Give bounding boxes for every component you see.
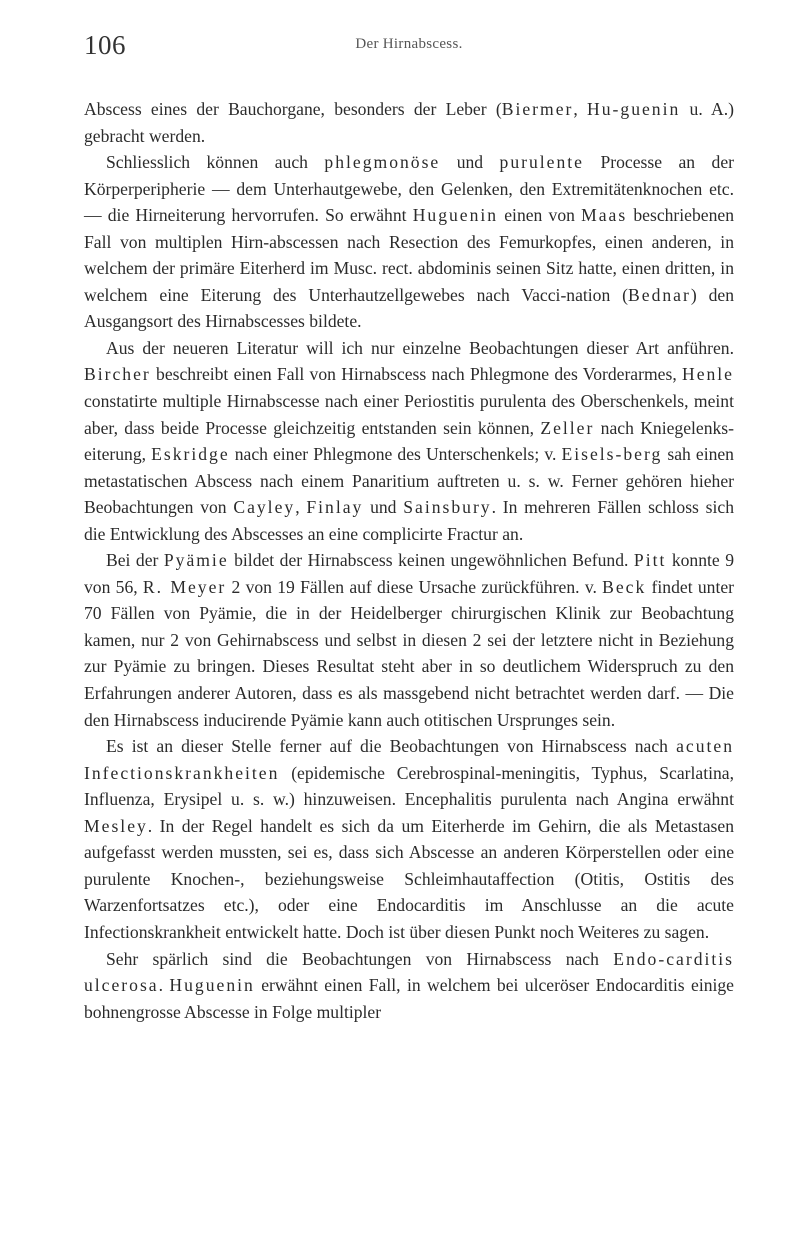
text-run: konnte 9 von 56, [84,550,734,597]
text-run: (epidemische Cerebrospinal-meningitis, Typhus, Scarlatina, Influenza, Erysipel u. s. w.) hinzuweisen. Encephalitis purulenta nach Angina erwähnt [84,762,734,810]
paragraph [84,96,734,149]
running-title: Der Hirnabscess. [355,36,463,52]
spaced-name: Bednar [628,284,691,305]
spaced-name: Henle [681,364,734,385]
spaced-name: Maas [581,205,628,226]
text-run: . In mehreren Fällen schloss sich die Entwicklung des Abscesses an eine complicirte Fractur an. [84,497,735,544]
spaced-name: phlegmonöse [324,152,441,173]
paragraph [84,149,734,335]
text-run: und [440,152,500,173]
spaced-name: Beck [602,576,647,597]
paragraph [84,946,734,1026]
text-run: findet unter 70 Fällen von Pyämie, die in der Heidelberger chirurgischen Klinik zur Beobachtung kamen, nur 2 von Gehirnabscess und selbst in diesen 2 sei der letztere nicht in Beziehung zur Pyämie zu bringen. Dieses Resultat steht aber in so deutlichem Widerspruch zu den Erfahrungen anderer Autoren, dass es als massgebend nicht betrachtet werden darf. — Die den Hirnabscess inducirende Pyämie kann auch otitischen Ursprunges sein. [84,576,735,730]
running-head [84,30,734,70]
spaced-name: Huguenin [412,205,499,226]
spaced-name: Cayley [233,497,296,518]
spaced-name: Eskridge [151,444,230,465]
spaced-name: Bircher [84,364,151,385]
text-run: nach einer Phlegmone des Unterschenkels; v. [229,444,562,465]
text-run: ) den Ausgangsort des Hirnabscesses bildete. [84,284,734,332]
text-run: Sehr spärlich sind die Beobachtungen von Hirnabscess nach [106,948,614,969]
spaced-name: R. Meyer [142,576,227,597]
text-run: , [573,99,588,119]
spaced-name: Hu-guenin [587,99,681,119]
text-run: Aus der neueren Literatur will ich nur einzelne Beobachtungen dieser Art anführen. [106,337,734,358]
spaced-name: Biermer [501,99,574,119]
text-run: beschriebenen Fall von multiplen Hirn-abscessen nach Resection des Femurkopfes, einen anderen, in welchem der primäre Eiterherd im Musc. rect. abdominis seinen Sitz hatte, einen dritten, in welchem eine Eiterung des Unterhautzellgewebes nach Vacci-nation ( [84,205,734,305]
text-run: sah einen metastatischen Abscess nach einem Panaritium auftreten u. s. w. Ferner gehören hieher Beobachtungen von [84,444,734,518]
spaced-name: Endo-carditis ulcerosa [84,948,734,996]
text-run: erwähnt einen Fall, in welchem bei ulceröser Endocarditis einige bohnengrosse Abscesse in Folge multipler [84,975,734,1022]
paragraph [84,547,734,733]
paragraph [84,733,734,945]
text-run: u. A.) gebracht werden. [84,99,735,146]
text-run: Es ist an dieser Stelle ferner auf die Beobachtungen von Hirnabscess nach [106,736,677,757]
text-run: constatirte multiple Hirnabscesse nach einer Periostitis purulenta des Oberschenkels, meint aber, dass beide Processe gleichzeitig entstanden sein können, [84,391,734,438]
text-run: . [158,975,170,996]
text-run: 2 von 19 Fällen auf diese Ursache zurückführen. v. [226,576,603,597]
text-run: Bei der [106,550,164,571]
text-run: Abscess eines der Bauchorgane, besonders der Leber ( [84,99,502,119]
spaced-name: Mesley [84,815,148,836]
text-run: beschreibt einen Fall von Hirnabscess nach Phlegmone des Vorderarmes, [150,364,682,385]
spaced-name: Finlay [306,497,364,518]
spaced-name: acuten Infectionskrankheiten [84,736,734,783]
text-run: nach Kniegelenks-eiterung, [84,417,735,465]
text-run: , [295,497,307,518]
page-number: 106 [84,30,126,60]
text-run: einen von [498,205,582,226]
spaced-name: Eisels-berg [561,444,663,465]
spaced-name: Zeller [540,417,595,438]
spaced-name: Sainsbury [403,497,492,518]
spaced-name: Huguenin [169,975,255,996]
paragraph [84,335,734,547]
spaced-name: purulente [499,152,584,173]
text-run: und [363,497,404,518]
text-run: Schliesslich können auch [106,152,325,173]
body-text [84,96,734,1025]
spaced-name: Pitt [633,550,667,571]
text-run: Processe an der Körperperipherie — dem Unterhautgewebe, den Gelenken, den Extremitätenknochen etc. — die Hirneiterung hervorrufen. So erwähnt [84,152,734,226]
spaced-name: Pyämie [163,550,229,571]
text-run: . In der Regel handelt es sich da um Eiterherde im Gehirn, die als Metastasen aufgefasst werden mussten, sei es, dass sich Abscesse an anderen Körperstellen oder eine purulente Knochen-, beziehungsweise Schleimhautaffection (Otitis, Ostitis des Warzenfortsatzes etc.), oder eine Endocarditis im Anschlusse an die acute Infectionskrankheit entwickelt hatte. Doch ist über diesen Punkt noch Weiteres zu sagen. [84,815,734,942]
text-run: bildet der Hirnabscess keinen ungewöhnlichen Befund. [228,550,634,571]
